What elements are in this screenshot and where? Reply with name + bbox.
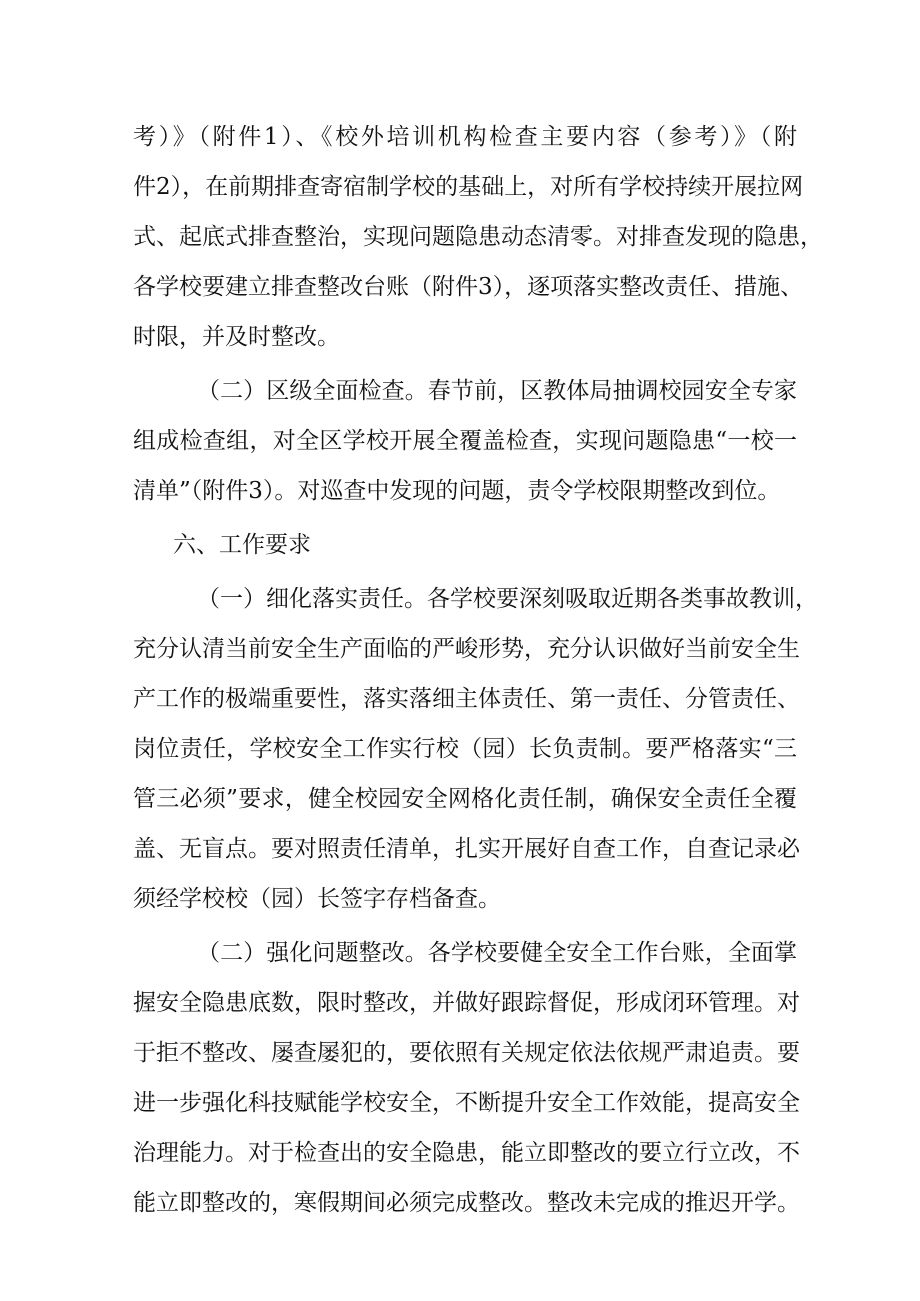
paragraph-rectification [133,928,800,1228]
text-line: 充分认清当前安全生产面临的严峻形势，充分认识做好当前安全生 [133,636,800,662]
text-line: 进一步强化科技赋能学校安全，不断提升安全工作效能，提高安全 [133,1090,800,1116]
text-line: （一）细化落实责任。各学校要深刻吸取近期各类事故教训， [197,586,818,612]
text-line: 盖、无盲点。要对照责任清单，扎实开展好自查工作，自查记录必 [133,836,800,862]
text-line: 岗位责任，学校安全工作实行校（园）长负责制。要严格落实“三 [133,736,797,762]
paragraph-district-inspection [133,366,797,516]
text-line: 治理能力。对于检查出的安全隐患，能立即整改的要立行立改，不 [133,1140,800,1166]
paragraph-responsibility [133,574,818,924]
text-line: 产工作的极端重要性，落实落细主体责任、第一责任、分管责任、 [133,686,800,712]
text-line: 各学校要建立排查整改台账（附件3），逐项落实整改责任、措施、 [133,274,804,300]
document-body [133,112,823,1228]
text-line: 握安全隐患底数，限时整改，并做好跟踪督促，形成闭环管理。对 [133,990,800,1016]
text-line: 组成检查组，对全区学校开展全覆盖检查，实现问题隐患“一校一 [133,428,797,454]
section-heading: 六、工作要求 [173,532,311,558]
text-line: 清单”（附件3）。对巡查中发现的问题，责令学校限期整改到位。 [133,478,781,504]
text-line: （二）强化问题整改。各学校要健全安全工作台账，全面掌 [197,940,797,966]
text-line: 式、起底式排查整治，实现问题隐患动态清零。对排查发现的隐患， [133,224,823,250]
text-line: 时限，并及时整改。 [133,324,340,350]
paragraph-attachments-checklist [133,112,823,362]
text-line: 管三必须”要求，健全校园安全网格化责任制，确保安全责任全覆 [133,786,797,812]
text-line: （二）区级全面检查。春节前，区教体局抽调校园安全专家 [197,378,797,404]
text-line: 件2），在前期排查寄宿制学校的基础上，对所有学校持续开展拉网 [133,174,804,200]
text-line: 须经学校校（园）长签字存档备查。 [133,886,501,912]
text-line: 能立即整改的，寒假期间必须完成整改。整改未完成的推迟开学。 [133,1190,800,1216]
text-line: 考）》（附件1）、《校外培训机构检查主要内容（参考）》（附 [133,124,797,150]
text-line: 于拒不整改、屡查屡犯的，要依照有关规定依法依规严肃追责。要 [133,1040,800,1066]
